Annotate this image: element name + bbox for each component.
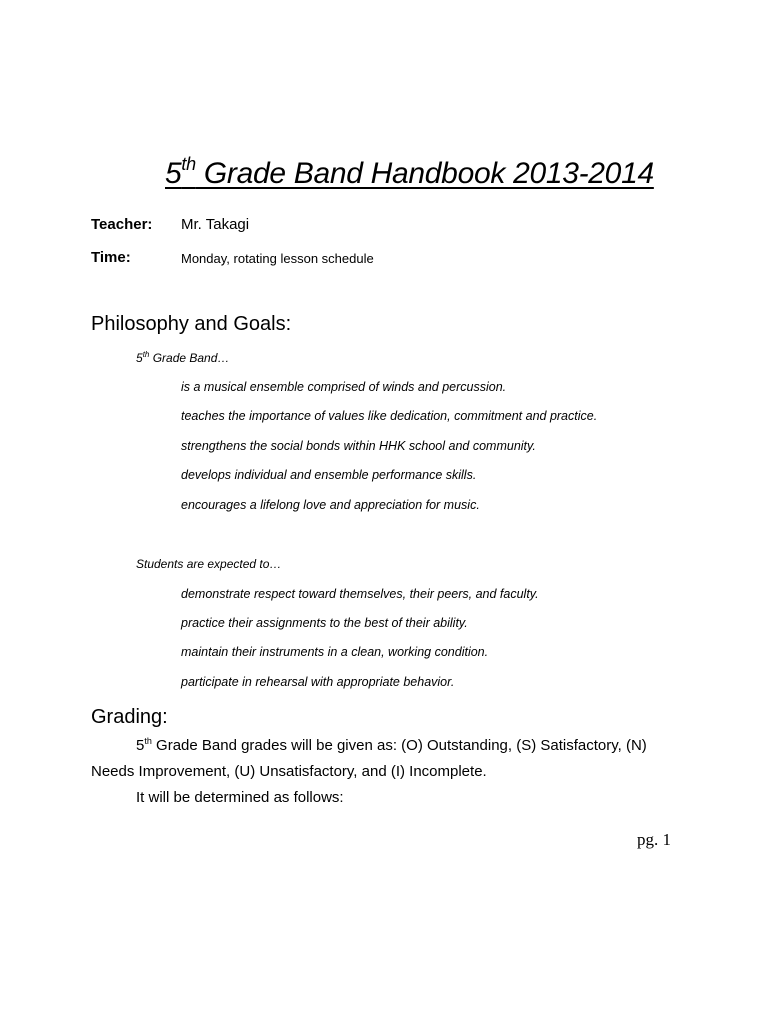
time-value: Monday, rotating lesson schedule <box>181 251 374 266</box>
expectations-intro: Students are expected to… <box>136 557 282 571</box>
grading-line-1: 5th Grade Band grades will be given as: (O) Outstanding, (S) Satisfactory, (N) <box>136 736 647 754</box>
expectation-item: demonstrate respect toward themselves, their peers, and faculty. <box>181 587 539 601</box>
philosophy-item: develops individual and ensemble performance skills. <box>181 468 477 482</box>
grading-line-2: Needs Improvement, (U) Unsatisfactory, and (I) Incomplete. <box>91 763 487 780</box>
page-number: pg. 1 <box>637 830 671 849</box>
philosophy-item: is a musical ensemble comprised of winds and percussion. <box>181 380 507 394</box>
expectation-item: participate in rehearsal with appropriate behavior. <box>181 675 455 689</box>
philosophy-item: strengthens the social bonds within HHK school and community. <box>181 439 536 453</box>
philosophy-heading: Philosophy and Goals: <box>91 313 292 335</box>
grading-heading: Grading: <box>91 706 168 728</box>
time-label: Time: <box>91 249 131 266</box>
page-title: 5th Grade Band Handbook 2013-2014 <box>165 154 654 190</box>
philosophy-item: teaches the importance of values like dedication, commitment and practice. <box>181 409 598 423</box>
expectation-item: practice their assignments to the best of their ability. <box>181 616 468 630</box>
teacher-label: Teacher: <box>91 216 153 233</box>
philosophy-item: encourages a lifelong love and appreciation for music. <box>181 498 480 512</box>
grading-line-3: It will be determined as follows: <box>136 789 344 806</box>
teacher-value: Mr. Takagi <box>181 216 250 233</box>
expectation-item: maintain their instruments in a clean, working condition. <box>181 645 489 659</box>
philosophy-intro: 5th Grade Band… <box>136 350 230 365</box>
